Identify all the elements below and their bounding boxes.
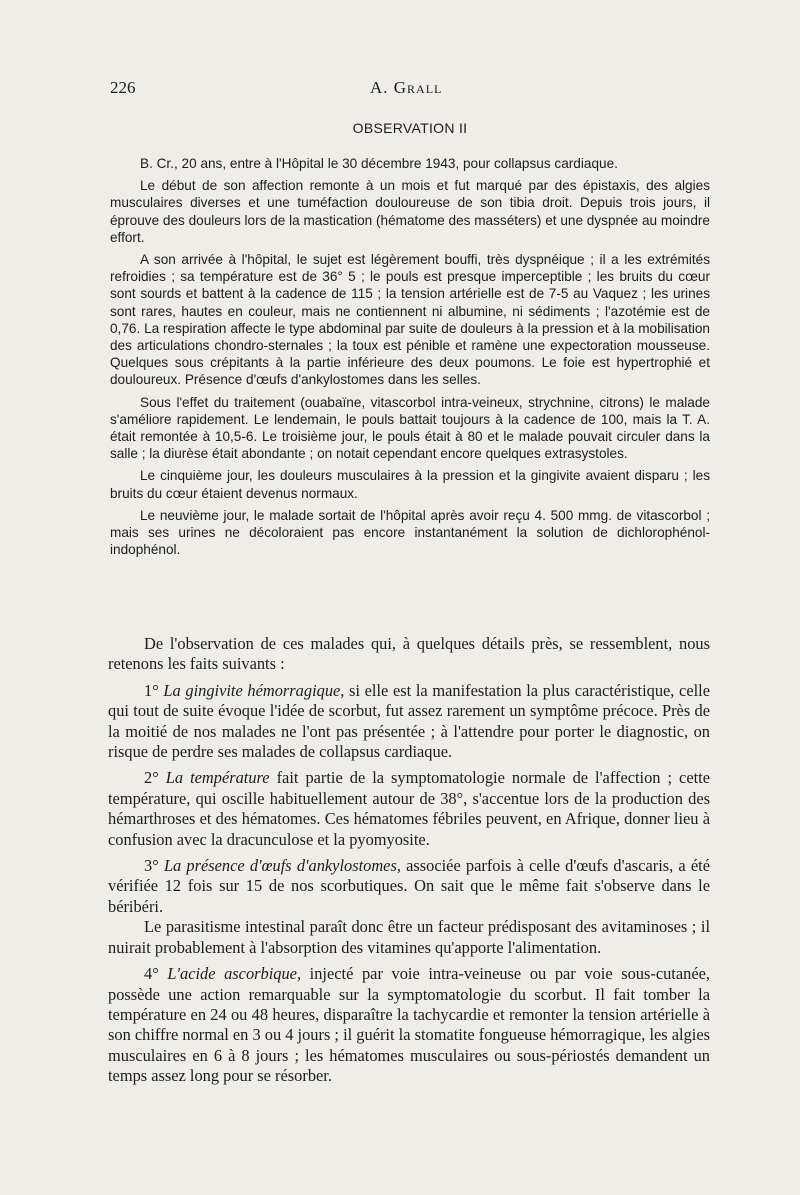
observation-paragraph: Le début de son affection remonte à un mois et fut marqué par des épistaxis, des algies musculaires diverses et une tuméfaction douloureuse de son tibia droit. Depuis trois jours, il éprouve des douleurs lors de la mastication (hématome des masséters) et une dyspnée au moindre effort. <box>110 178 710 245</box>
item-number: 1° <box>144 680 159 700</box>
item-number: 4° <box>144 964 159 984</box>
item-heading: La présence d'œufs d'ankylostomes, <box>163 856 401 876</box>
finding-item <box>108 681 710 763</box>
finding-item <box>108 917 710 958</box>
main-text <box>108 634 710 1093</box>
observation-paragraph: A son arrivée à l'hôpital, le sujet est légèrement bouffi, très dyspnéique ; il a les extrémités refroidies ; sa température est de 36° 5 ; le pouls est presque imperceptible ; les bruits du cœur sont sourds et battent à la cadence de 115 ; la tension artérielle est de 7-5 au Vaquez ; les urines sont rares, hautes en couleur, mais ne contiennent ni albumine, ni sédiments ; l'azotémie est de 0,76. La respiration affecte le type abdominal par suite de douleurs à la pression et à la mobilisation des articulations chondro-sternales ; la toux est pénible et ramène une expectoration mousseuse. Quelques sous crépitants à la partie inférieure des deux poumons. Le foie est hypertrophié et douloureux. Présence d'œufs d'ankylostomes dans les selles. <box>110 252 710 388</box>
running-head: A. Grall <box>370 78 443 97</box>
item-heading: L'acide ascorbique, <box>167 964 302 984</box>
observation-paragraph: Le cinquième jour, les douleurs musculaires à la pression et la gingivite avaient disparu ; les bruits du cœur étaient devenus normaux. <box>110 468 710 501</box>
item-text: injecté par voie intra-veineuse ou par voie sous-cutanée, possède une action remarquable sur la symptomatologie du scorbut. Il fait tomber la température en 24 ou 48 heures, disparaître la tachycardie et remonter la tension artérielle à son chiffre normal en 3 ou 4 jours ; il guérit la stomatite fongueuse hémorragique, les algies musculaires en 6 à 8 jours ; les hématomes musculaires ou sous-périostés demandent un temps assez long pour se résorber. <box>108 964 710 1086</box>
observation-title: OBSERVATION II <box>352 120 468 136</box>
item-text: fait partie de la symptomatologie normale de l'affection ; cette température, qui oscille habituellement autour de 38°, s'accentue lors de la production des hémarthroses et des hématomes. Ces hématomes fébriles peuvent, en Afrique, donner lieu à confusion avec la dracunculose et la pyomyosite. <box>108 768 710 849</box>
item-heading: La température <box>165 768 270 788</box>
item-number: 3° <box>144 856 159 876</box>
page-header <box>110 78 710 102</box>
item-heading: La gingivite hémorragique, <box>163 680 345 700</box>
observation-text <box>110 155 710 563</box>
item-text: Le parasitisme intestinal paraît donc être un facteur prédisposant des avitaminoses ; il nuirait probablement à l'absorption des vitamines qu'apporte l'alimentation. <box>108 917 710 957</box>
observation-paragraph: Sous l'effet du traitement (ouabaïne, vitascorbol intra-veineux, strychnine, citrons) le malade s'améliore rapidement. Le lendemain, le pouls battait toujours à la cadence de 100, mais la T. A. était remontée à 10,5-6. Le troisième jour, le pouls était à 80 et le malade pouvait circuler dans la salle ; la diurèse était abondante ; on notait cependant encore quelques extrasystoles. <box>110 394 710 462</box>
observation-paragraph: B. Cr., 20 ans, entre à l'Hôpital le 30 décembre 1943, pour collapsus cardiaque. <box>140 156 618 171</box>
observation-paragraph: Le neuvième jour, le malade sortait de l'hôpital après avoir reçu 4. 500 mmg. de vitascorbol ; mais ses urines ne décoloraient pas encore instantanément la solution de dichlorophénol-indophénol. <box>110 507 710 558</box>
finding-item <box>108 964 710 1086</box>
finding-item <box>108 768 710 850</box>
page-number: 226 <box>110 78 136 97</box>
finding-item <box>108 856 710 917</box>
item-text: si elle est la manifestation la plus caractéristique, celle qui tout de suite évoque l'idée de scorbut, fut assez rarement un symptôme précoce. Près de la moitié de nos malades ne l'ont pas présentée ; à l'attendre pour porter le diagnostic, on risque de perdre ses malades de collapsus cardiaque. <box>108 680 710 762</box>
intro-paragraph: De l'observation de ces malades qui, à quelques détails près, se ressemblent, nous retenons les faits suivants : <box>108 634 710 674</box>
item-number: 2° <box>144 768 159 788</box>
item-text: associée parfois à celle d'œufs d'ascaris, a été vérifiée 12 fois sur 15 de nos scorbutiques. On sait que le même fait s'observe dans le béribéri. <box>108 856 710 916</box>
